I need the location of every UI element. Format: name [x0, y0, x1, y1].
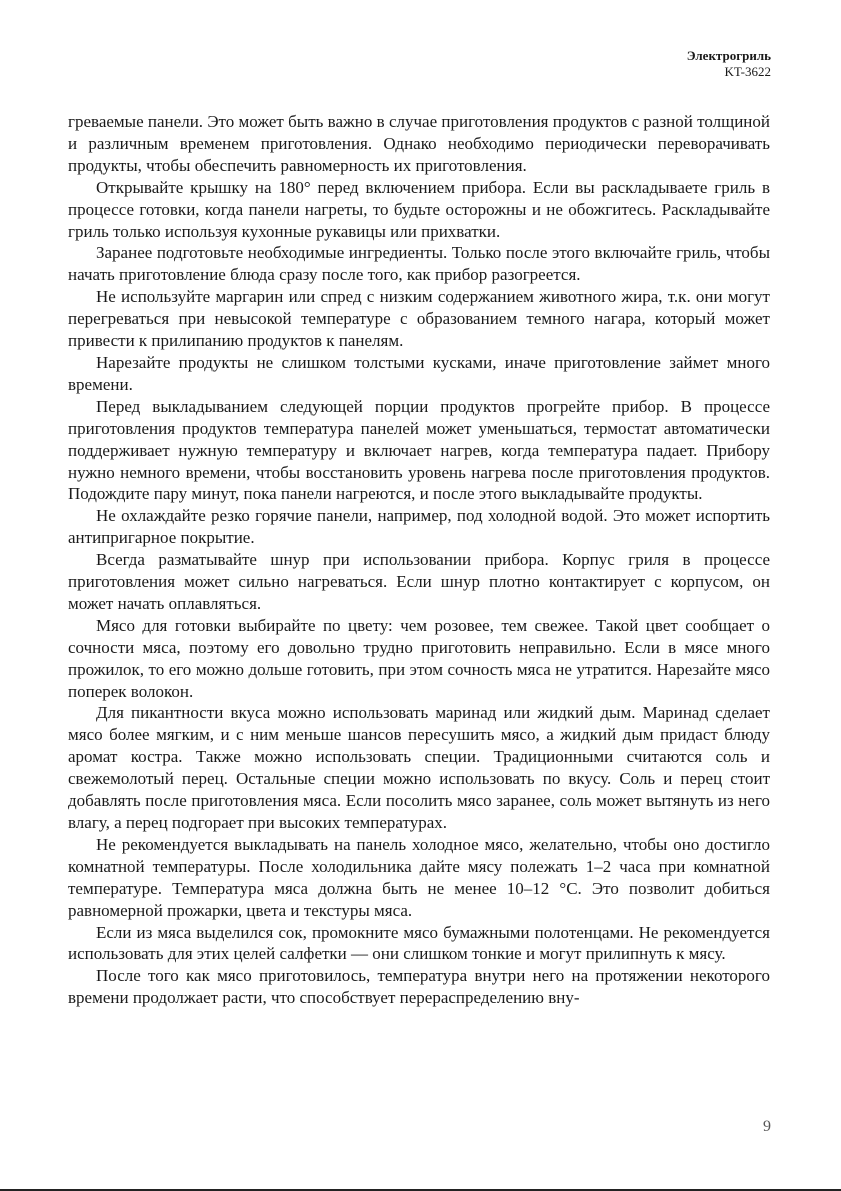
- paragraph-continued: греваемые панели. Это может быть важно в случае приготовления продуктов с разной толщиной и различным временем приготовления. Однако необходимо периодически переворачивать продукты, чтобы обеспечить равномерность их приготовления.: [68, 112, 770, 175]
- paragraph-marinade-spices: Для пикантности вкуса можно использовать маринад или жидкий дым. Маринад сделает мясо более мягким, и с ним меньше шансов пересушить мясо, а жидкий дым придаст блюду аромат костра. Также можно использовать специи. Традиционными считаются соль и свежемолотый перец. Остальные специи можно использовать по вкусу. Соль и перец стоит добавлять после приготовления мяса. Если посолить мясо заранее, соль может вытянуть из него влагу, а перец подгорает при высоких температурах.: [68, 703, 770, 832]
- paragraph-margarine-warning: Не используйте маргарин или спред с низким содержанием животного жира, т.к. они могут перегреваться при невысокой температуре с образованием темного нагара, который может привести к прилипанию продуктов к панелям.: [68, 287, 770, 351]
- paragraph-open-lid: Открывайте крышку на 180° перед включением прибора. Если вы раскладываете гриль в процессе готовки, когда панели нагреты, то будьте осторожны и не обожгитесь. Раскладывайте гриль только используя кухонные рукавицы или прихватки.: [68, 177, 770, 241]
- running-header: [687, 48, 771, 80]
- header-product-title: Электрогриль: [686, 48, 771, 63]
- paragraph-slice-thickness: Нарезайте продукты не слишком толстыми кусками, иначе приготовление займет много времени.: [68, 352, 770, 394]
- paragraph-blot-juice: Если из мяса выделился сок, промокните мясо бумажными полотенцами. Не рекомендуется использовать для этих целей салфетки — они слишком тонкие и могут прилипнуть к мясу.: [68, 922, 770, 964]
- body-text: [68, 111, 770, 1009]
- paragraph-prepare-ingredients: Заранее подготовьте необходимые ингредиенты. Только после этого включайте гриль, чтобы начать приготовление блюда сразу после того, как прибор разогреется.: [68, 243, 770, 285]
- paragraph-room-temperature-meat: Не рекомендуется выкладывать на панель холодное мясо, желательно, чтобы оно достигло комнатной температуры. После холодильника дайте мясу полежать 1–2 часа при комнатной температуре. Температура мяса должна быть не менее 10–12 °С. Это позволит добиться равномерной прожарки, цвета и текстуры мяса.: [68, 834, 770, 920]
- header-model-number: KT-3622: [724, 64, 771, 79]
- paragraph-choose-meat: Мясо для готовки выбирайте по цвету: чем розовее, тем свежее. Такой цвет сообщает о сочности мяса, поэтому его довольно трудно приготовить неправильно. Если в мясе много прожилок, то его можно дольше готовить, при этом сочность мяса не утратится. Нарезайте мясо поперек волокон.: [68, 615, 770, 701]
- paragraph-preheat-next-batch: Перед выкладыванием следующей порции продуктов прогрейте прибор. В процессе приготовления продуктов температура панелей может уменьшаться, термостат автоматически поддерживает нужную температуру и включает нагрев, когда температура падает. Прибору нужно немного времени, чтобы восстановить уровень нагрева после приготовления продуктов. Подождите пару минут, пока панели нагреются, и после этого выкладывайте продукты.: [68, 396, 770, 504]
- paragraph-do-not-cool-panels: Не охлаждайте резко горячие панели, например, под холодной водой. Это может испортить антипригарное покрытие.: [68, 506, 770, 548]
- page-number: 9: [763, 1118, 771, 1135]
- paragraph-unwind-cord: Всегда разматывайте шнур при использовании прибора. Корпус гриля в процессе приготовления может сильно нагреваться. Если шнур плотно контактирует с корпусом, он может начать оплавляться.: [68, 550, 770, 613]
- paragraph-resting-meat: После того как мясо приготовилось, температура внутри него на протяжении некоторого времени продолжает расти, что способствует перераспределению вну-: [68, 966, 770, 1008]
